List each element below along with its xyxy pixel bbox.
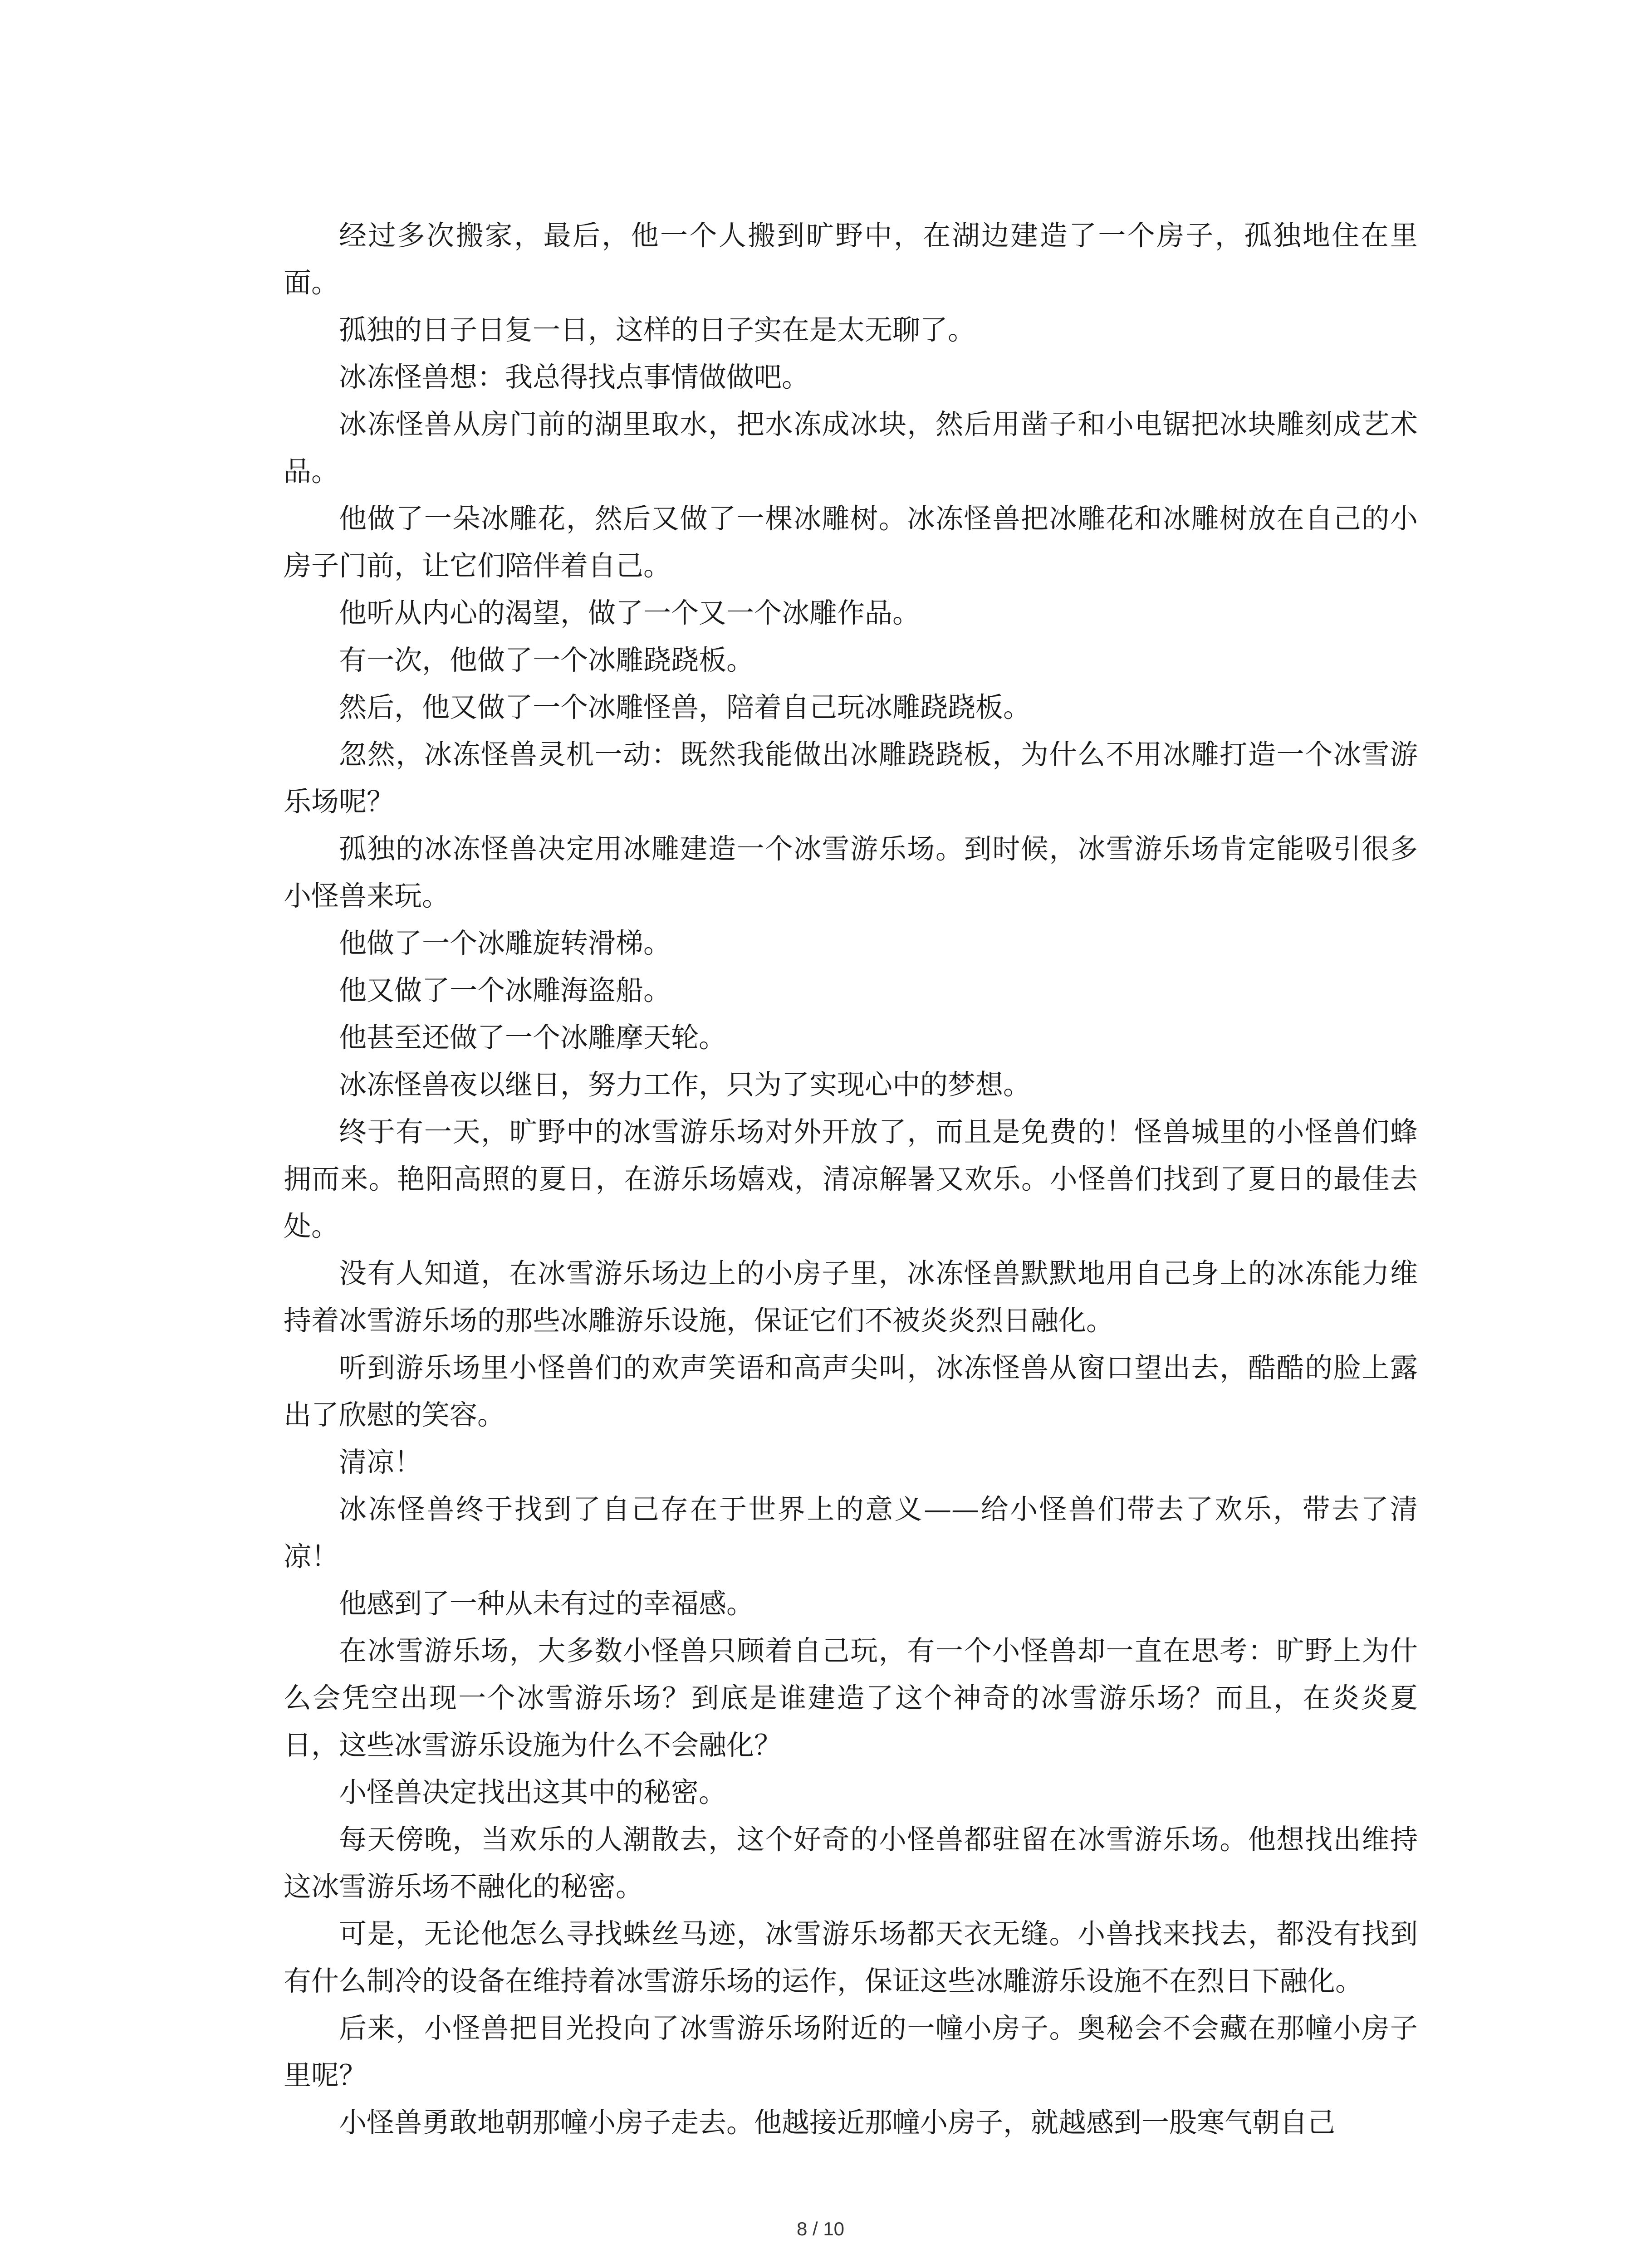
paragraph: 小怪兽勇敢地朝那幢小房子走去。他越接近那幢小房子，就越感到一股寒气朝自己 <box>339 2107 1336 2139</box>
paragraph: 他甚至还做了一个冰雕摩天轮。 <box>339 1022 727 1054</box>
paragraph: 冰冻怪兽夜以继日，努力工作，只为了实现心中的梦想。 <box>339 1069 1031 1101</box>
paragraph: 他感到了一种从未有过的幸福感。 <box>339 1588 754 1620</box>
paragraph: 在冰雪游乐场，大多数小怪兽只顾着自己玩，有一个小怪兽却一直在思考：旷野上为什么会凭空出现一个冰雪游乐场？到底是谁建造了这个神奇的冰雪游乐场？而且，在炎炎夏日，这些冰雪游乐设施为什么不会融化？ <box>284 1635 1418 1761</box>
paragraph: 他听从内心的渴望，做了一个又一个冰雕作品。 <box>339 597 921 629</box>
paragraph: 经过多次搬家，最后，他一个人搬到旷野中，在湖边建造了一个房子，孤独地住在里面。 <box>284 220 1418 299</box>
paragraph: 他做了一个冰雕旋转滑梯。 <box>339 927 671 959</box>
paragraph: 冰冻怪兽从房门前的湖里取水，把水冻成冰块，然后用凿子和小电锯把冰块雕刻成艺术品。 <box>284 408 1418 488</box>
page-number: 8 / 10 <box>796 2218 845 2239</box>
paragraph: 忽然，冰冻怪兽灵机一动：既然我能做出冰雕跷跷板，为什么不用冰雕打造一个冰雪游乐场呢？ <box>284 738 1418 818</box>
paragraph: 然后，他又做了一个冰雕怪兽，陪着自己玩冰雕跷跷板。 <box>339 691 1031 723</box>
paragraph: 每天傍晚，当欢乐的人潮散去，这个好奇的小怪兽都驻留在冰雪游乐场。他想找出维持这冰雪游乐场不融化的秘密。 <box>284 1823 1418 1903</box>
paragraph: 他又做了一个冰雕海盗船。 <box>339 974 671 1007</box>
paragraph: 孤独的日子日复一日，这样的日子实在是太无聊了。 <box>339 314 976 346</box>
paragraph: 终于有一天，旷野中的冰雪游乐场对外开放了，而且是免费的！怪兽城里的小怪兽们蜂拥而来。艳阳高照的夏日，在游乐场嬉戏，清凉解暑又欢乐。小怪兽们找到了夏日的最佳去处。 <box>284 1116 1418 1242</box>
paragraph: 小怪兽决定找出这其中的秘密。 <box>339 1776 727 1809</box>
paragraph: 后来，小怪兽把目光投向了冰雪游乐场附近的一幢小房子。奥秘会不会藏在那幢小房子里呢？ <box>284 2012 1418 2092</box>
paragraph: 冰冻怪兽想：我总得找点事情做做吧。 <box>339 361 810 393</box>
paragraph: 听到游乐场里小怪兽们的欢声笑语和高声尖叫，冰冻怪兽从窗口望出去，酷酷的脸上露出了欣慰的笑容。 <box>284 1352 1418 1431</box>
body-text <box>284 212 1418 2146</box>
paragraph: 孤独的冰冻怪兽决定用冰雕建造一个冰雪游乐场。到时候，冰雪游乐场肯定能吸引很多小怪兽来玩。 <box>284 833 1418 912</box>
paragraph: 有一次，他做了一个冰雕跷跷板。 <box>339 644 754 676</box>
paragraph: 冰冻怪兽终于找到了自己存在于世界上的意义——给小怪兽们带去了欢乐，带去了清凉！ <box>284 1493 1418 1573</box>
paragraph: 可是，无论他怎么寻找蛛丝马迹，冰雪游乐场都天衣无缝。小兽找来找去，都没有找到有什么制冷的设备在维持着冰雪游乐场的运作，保证这些冰雕游乐设施不在烈日下融化。 <box>284 1918 1418 1997</box>
paragraph: 清凉！ <box>339 1446 422 1478</box>
paragraph: 他做了一朵冰雕花，然后又做了一棵冰雕树。冰冻怪兽把冰雕花和冰雕树放在自己的小房子门前，让它们陪伴着自己。 <box>284 503 1418 582</box>
paragraph: 没有人知道，在冰雪游乐场边上的小房子里，冰冻怪兽默默地用自己身上的冰冻能力维持着冰雪游乐场的那些冰雕游乐设施，保证它们不被炎炎烈日融化。 <box>284 1257 1418 1337</box>
